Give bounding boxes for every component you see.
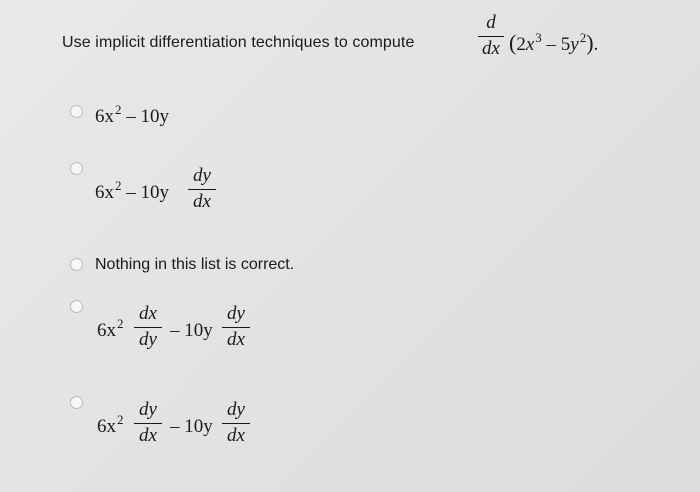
derivative-numerator: d: [486, 12, 496, 33]
fraction-bar: [222, 423, 250, 424]
fraction-numerator: dy: [227, 399, 245, 420]
fraction-numerator: dy: [193, 165, 211, 186]
option-d-fraction-2: [222, 304, 250, 350]
var-y: y: [570, 34, 579, 55]
term-6x: 6x: [97, 416, 116, 437]
coef-5: 5: [560, 34, 571, 55]
option-b-expression[interactable]: [95, 178, 169, 204]
close-paren: ): [586, 30, 594, 55]
fraction-bar: [188, 189, 216, 190]
option-c-label[interactable]: Nothing in this list is correct.: [95, 256, 295, 273]
option-d-middle: – 10y: [170, 320, 213, 341]
exponent-2: 2: [579, 30, 587, 45]
open-paren: (: [509, 30, 517, 55]
radio-option-a[interactable]: [70, 105, 83, 118]
fraction-denominator: dx: [193, 191, 211, 212]
period: .: [593, 34, 599, 55]
option-d-fraction-1: [134, 304, 162, 350]
option-e-middle: – 10y: [170, 416, 213, 437]
derivative-operator: [478, 13, 504, 59]
fraction-bar: [478, 36, 504, 37]
question-expression: [509, 30, 598, 56]
radio-option-e[interactable]: [70, 396, 83, 409]
fraction-bar: [134, 327, 162, 328]
term-minus-10y: – 10y: [126, 106, 169, 127]
option-a-expression[interactable]: [95, 102, 169, 128]
term-6x: 6x: [97, 320, 116, 341]
exponent: 2: [115, 178, 122, 193]
coef-2: 2: [516, 34, 526, 55]
fraction-denominator: dx: [139, 425, 157, 446]
fraction-denominator: dx: [227, 425, 245, 446]
term-6x: 6x: [95, 182, 114, 203]
fraction-bar: [222, 327, 250, 328]
exponent: 2: [115, 102, 122, 117]
radio-option-c[interactable]: [70, 258, 83, 271]
radio-option-d[interactable]: [70, 300, 83, 313]
term-6x: 6x: [95, 106, 114, 127]
fraction-numerator: dy: [227, 303, 245, 324]
exponent: 2: [117, 412, 124, 427]
option-e-fraction-2: [222, 400, 250, 446]
derivative-denominator: dx: [482, 38, 500, 59]
exponent: 2: [117, 316, 124, 331]
exponent-3: 3: [535, 30, 542, 45]
fraction-denominator: dy: [139, 329, 157, 350]
option-d-lead[interactable]: [97, 316, 124, 342]
term-minus-10y: – 10y: [126, 182, 169, 203]
option-e-lead[interactable]: [97, 412, 124, 438]
minus-sign: –: [546, 34, 557, 55]
fraction-bar: [134, 423, 162, 424]
radio-option-b[interactable]: [70, 162, 83, 175]
question-text: Use implicit differentiation techniques to compute: [62, 34, 415, 51]
option-b-fraction: [188, 166, 216, 212]
fraction-denominator: dx: [227, 329, 245, 350]
fraction-numerator: dy: [139, 399, 157, 420]
var-x: x: [525, 34, 535, 55]
fraction-numerator: dx: [139, 303, 157, 324]
option-e-fraction-1: [134, 400, 162, 446]
